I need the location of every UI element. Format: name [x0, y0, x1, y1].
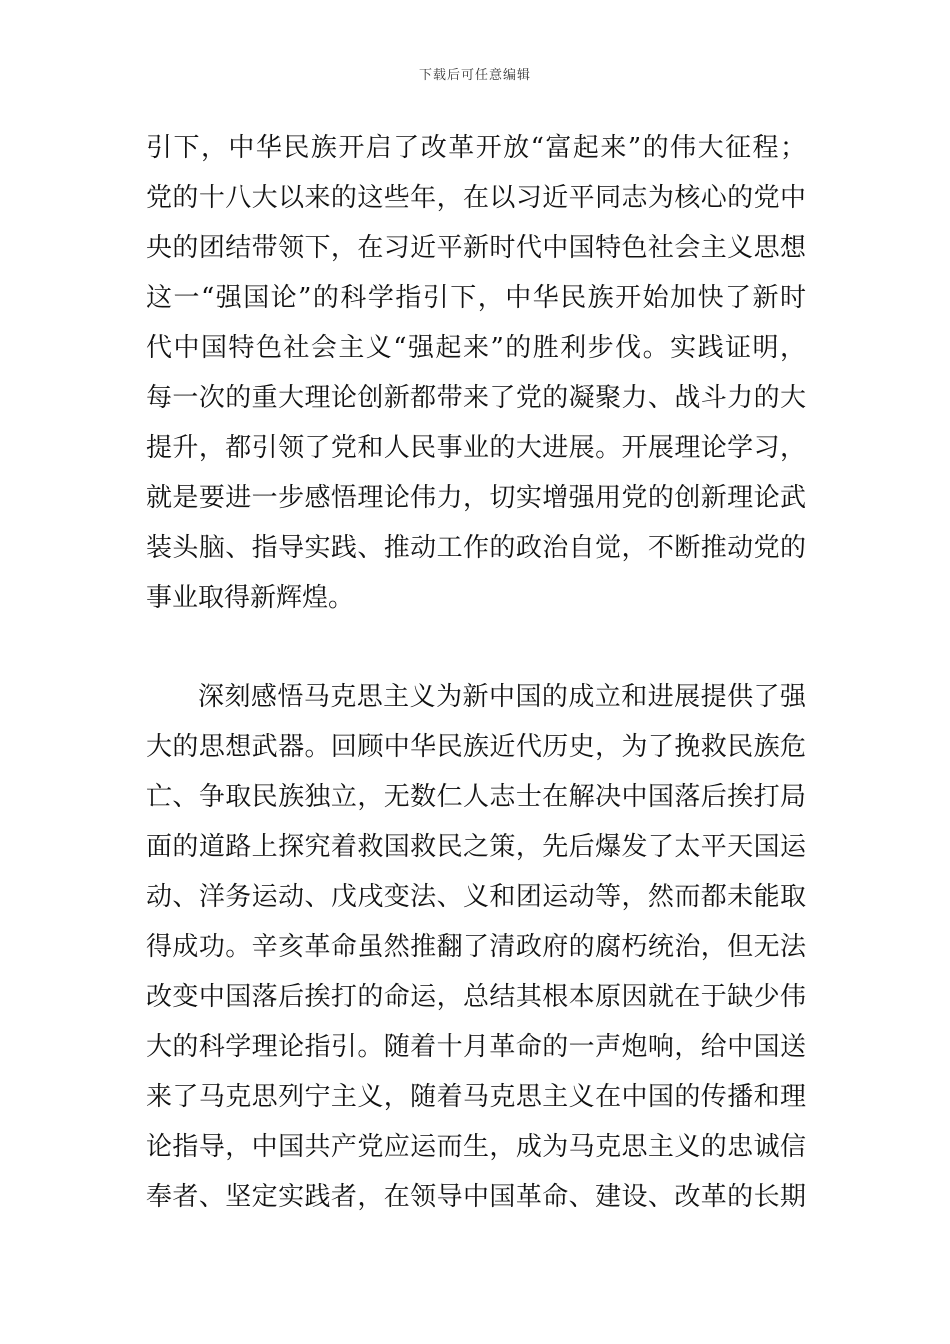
- paragraph-line: 就是要进一步感悟理论伟力，切实增强用党的创新理论武: [146, 483, 806, 513]
- paragraph-line: 代中国特色社会主义“强起来”的胜利步伐。实践证明，: [146, 333, 806, 363]
- paragraph-line: 事业取得新辉煌。: [146, 583, 355, 613]
- paragraph-line: 改变中国落后挨打的命运，总结其根本原因就在于缺少伟: [146, 982, 806, 1012]
- paragraph-line: 提升，都引领了党和人民事业的大进展。开展理论学习，: [146, 433, 806, 463]
- paragraph-2: [146, 672, 806, 1222]
- paragraph-line: 大的思想武器。回顾中华民族近代历史，为了挽救民族危: [146, 732, 806, 762]
- paragraph-1: [146, 123, 806, 623]
- paragraph-line: 论指导，中国共产党应运而生，成为马克思主义的忠诚信: [146, 1132, 806, 1162]
- paragraph-line: 奉者、坚定实践者，在领导中国革命、建设、改革的长期: [146, 1182, 806, 1212]
- paragraph-line: 来了马克思列宁主义，随着马克思主义在中国的传播和理: [146, 1082, 806, 1112]
- paragraph-line: 每一次的重大理论创新都带来了党的凝聚力、战斗力的大: [146, 383, 806, 413]
- paragraph-line: 装头脑、指导实践、推动工作的政治自觉，不断推动党的: [146, 533, 806, 563]
- paragraph-line: 面的道路上探究着救国救民之策，先后爆发了太平天国运: [146, 832, 806, 862]
- paragraph-line: 得成功。辛亥革命虽然推翻了清政府的腐朽统治，但无法: [146, 932, 806, 962]
- paragraph-line: 央的团结带领下，在习近平新时代中国特色社会主义思想: [146, 233, 806, 263]
- paragraph-line: 大的科学理论指引。随着十月革命的一声炮响，给中国送: [146, 1032, 806, 1062]
- paragraph-line: 这一“强国论”的科学指引下，中华民族开始加快了新时: [146, 283, 806, 313]
- paragraph-line: 亡、争取民族独立，无数仁人志士在解决中国落后挨打局: [146, 782, 806, 812]
- paragraph-line: 党的十八大以来的这些年，在以习近平同志为核心的党中: [146, 183, 806, 213]
- paragraph-line: 深刻感悟马克思主义为新中国的成立和进展提供了强: [198, 682, 806, 712]
- paragraph-line: 动、洋务运动、戊戌变法、义和团运动等，然而都未能取: [146, 882, 806, 912]
- header-note: 下载后可任意编辑: [418, 68, 531, 83]
- paragraph-line: 引下，中华民族开启了改革开放“富起来”的伟大征程；: [146, 133, 806, 163]
